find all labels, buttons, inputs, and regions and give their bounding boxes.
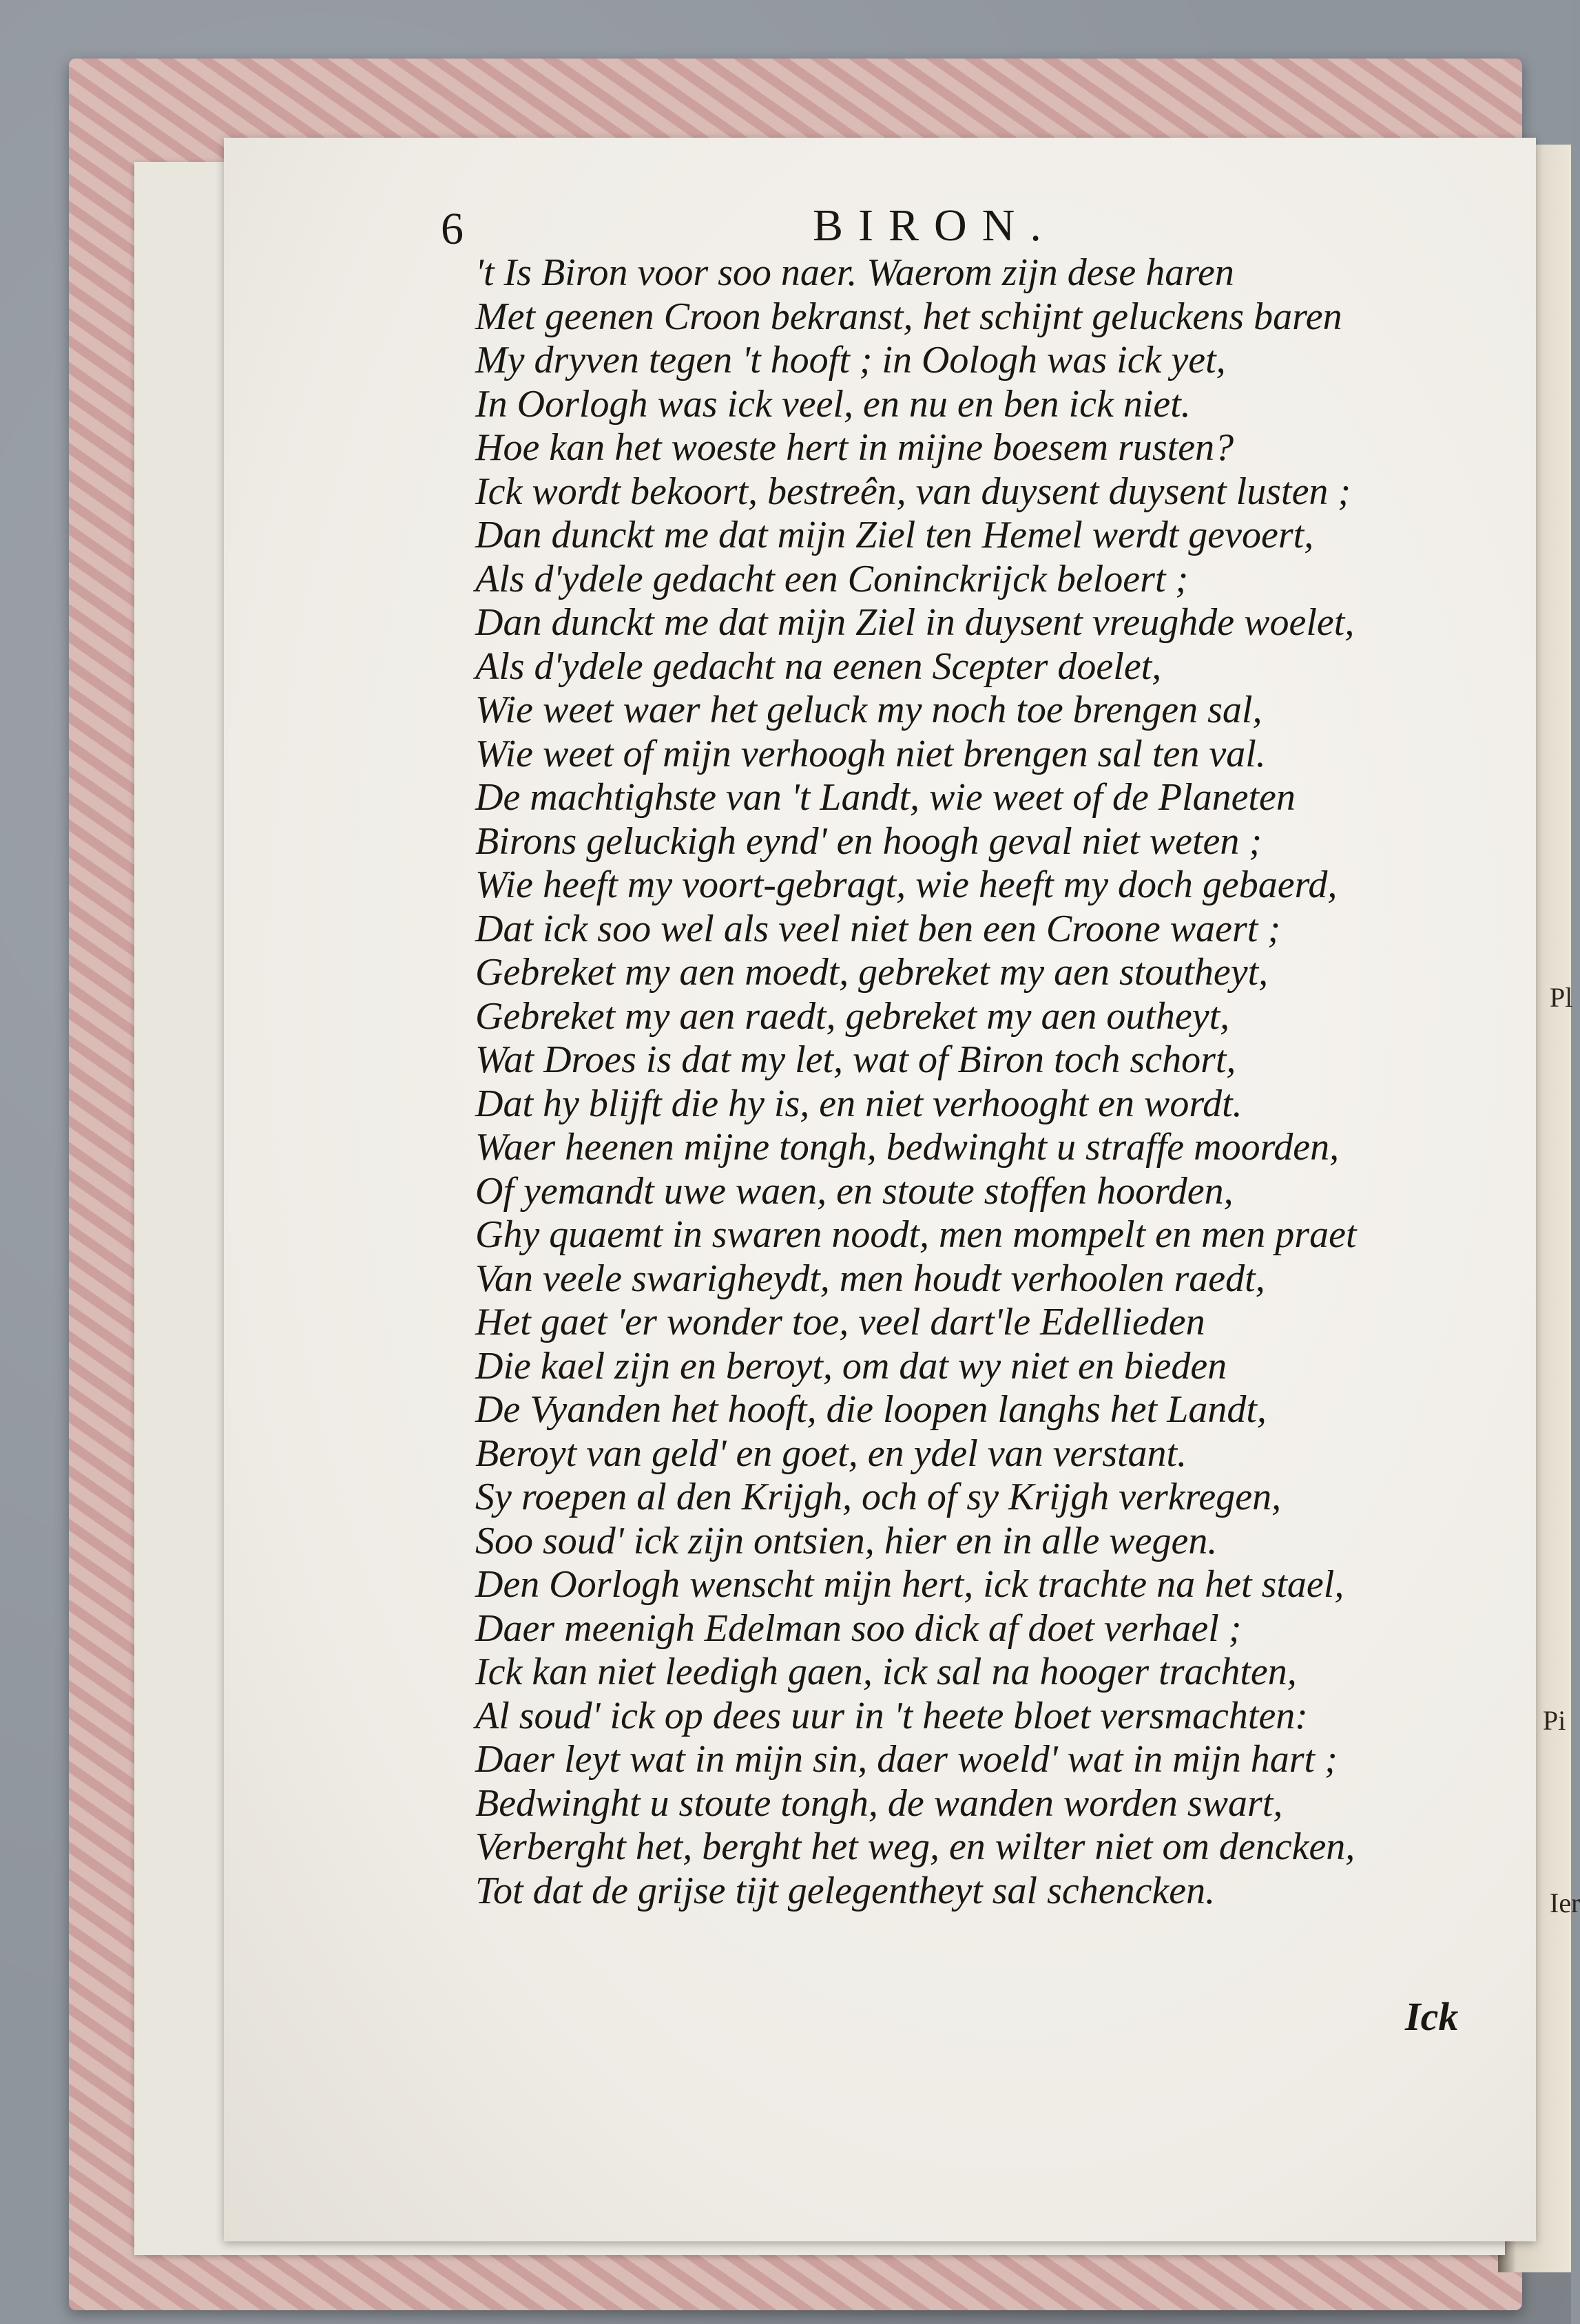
verse-text [475,251,1495,1913]
verse-line: Daer leyt wat in mijn sin, daer woeld' wat in mijn hart ; [475,1738,1338,1781]
verse-line: Ick kan niet leedigh gaen, ick sal na hooger trachten, [475,1651,1297,1693]
verse-line: Tot dat de grijse tijt gelegentheyt sal schencken. [475,1869,1216,1912]
verse-line: Dat hy blijft die hy is, en niet verhooght en wordt. [475,1082,1243,1125]
verse-line: Als d'ydele gedacht een Coninckrijck beloert ; [475,557,1189,600]
verse-line: Wie weet of mijn verhoogh niet brengen sal ten val. [475,732,1266,775]
verse-line: Gebreket my aen moedt, gebreket my aen stoutheyt, [475,951,1269,994]
verse-line: Wie heeft my voort-gebragt, wie heeft my doch gebaerd, [475,863,1338,906]
verse-line: Gebreket my aen raedt, gebreket my aen outheyt, [475,994,1230,1038]
verse-line: De machtighste van 't Landt, wie weet of de Planeten [475,776,1296,819]
verse-line: Wie weet waer het geluck my noch toe brengen sal, [475,689,1262,731]
verse-line: Of yemandt uwe waen, en stoute stoffen hoorden, [475,1169,1234,1213]
verse-line: In Oorlogh was ick veel, en nu en ben ick niet. [475,382,1191,426]
verse-line: Bedwinght u stoute tongh, de wanden worden swart, [475,1781,1283,1825]
verse-line: Al soud' ick op dees uur in 't heete bloet versmachten: [475,1694,1308,1737]
verse-line: Ghy quaemt in swaren noodt, men mompelt en men praet [475,1213,1357,1256]
adjacent-page-fragment: Pi [1543,1705,1566,1736]
verse-line: Den Oorlogh wenscht mijn hert, ick trachte na het stael, [475,1563,1344,1606]
verse-line: De Vyanden het hooft, die loopen langhs het Landt, [475,1388,1267,1431]
verse-line: Wat Droes is dat my let, wat of Biron toch schort, [475,1038,1236,1081]
page-number: 6 [441,204,464,254]
verse-line: Hoe kan het woeste hert in mijne boesem rusten? [475,426,1234,469]
running-head: BIRON. [813,200,1057,251]
verse-line: Soo soud' ick zijn ontsien, hier en in alle wegen. [475,1519,1218,1562]
verse-line: Sy roepen al den Krijgh, och of sy Krijgh verkregen, [475,1476,1282,1518]
verse-line: Van veele swarigheydt, men houdt verhoolen raedt, [475,1257,1265,1300]
verse-line: Verberght het, berght het weg, en wilter niet om dencken, [475,1825,1355,1868]
verse-line: Dan dunckt me dat mijn Ziel ten Hemel werdt gevoert, [475,514,1314,556]
verse-line: Dan dunckt me dat mijn Ziel in duysent vreughde woelet, [475,601,1355,644]
verse-line: Waer heenen mijne tongh, bedwinght u straffe moorden, [475,1126,1340,1169]
verse-line: Daer meenigh Edelman soo dick af doet verhael ; [475,1606,1242,1650]
verse-line: Birons geluckigh eynd' en hoogh geval niet weten ; [475,819,1262,863]
verse-line: Ick wordt bekoort, bestreên, van duysent duysent lusten ; [475,470,1351,513]
adjacent-page-fragment: Ier [1550,1887,1580,1918]
verse-line: My dryven tegen 't hooft ; in Oologh was ick yet, [475,339,1226,381]
verse-line: Beroyt van geld' en goet, en ydel van verstant. [475,1432,1187,1475]
adjacent-page-fragment: Pl [1550,982,1573,1013]
verse-line: Als d'ydele gedacht na eenen Scepter doelet, [475,645,1162,688]
verse-line: Die kael zijn en beroyt, om dat wy niet en bieden [475,1344,1227,1388]
verse-line: Dat ick soo wel als veel niet ben een Croone waert ; [475,907,1280,950]
verse-line: 't Is Biron voor soo naer. Waerom zijn dese haren [475,251,1234,294]
verse-line: Met geenen Croon bekranst, het schijnt geluckens baren [475,295,1342,338]
verse-line: Het gaet 'er wonder toe, veel dart'le Edellieden [475,1301,1205,1343]
catchword: Ick [1405,1994,1459,2039]
